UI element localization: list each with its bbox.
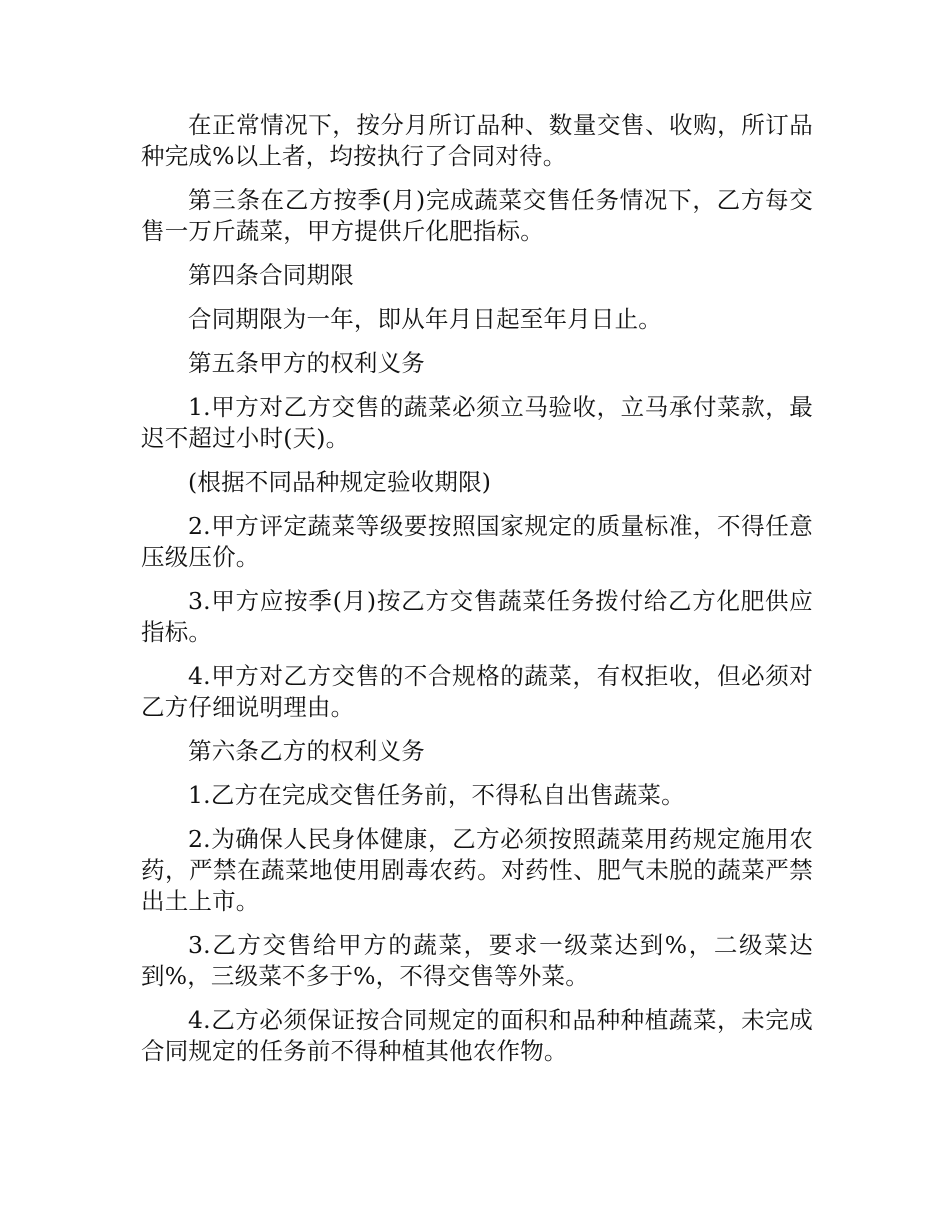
paragraph-article-6-item-1: 1.乙方在完成交售任务前，不得私自出售蔬菜。 — [188, 781, 685, 809]
paragraph-article-5-item-2: 2.甲方评定蔬菜等级要按照国家规定的质量标准，不得任意压级压价。 — [141, 512, 813, 571]
paragraph-article-5-item-1: 1.甲方对乙方交售的蔬菜必须立马验收，立马承付菜款，最迟不超过小时(天)。 — [141, 393, 813, 452]
paragraph-normal-conditions: 在正常情况下，按分月所订品种、数量交售、收购，所订品种完成%以上者，均按执行了合同对待。 — [141, 111, 813, 170]
document-body — [141, 110, 813, 1080]
paragraph-article-5-item-3: 3.甲方应按季(月)按乙方交售蔬菜任务拨付给乙方化肥供应指标。 — [141, 587, 813, 646]
heading-article-5: 第五条甲方的权利义务 — [188, 349, 425, 377]
paragraph-article-6-item-2: 2.为确保人民身体健康，乙方必须按照蔬菜用药规定施用农药，严禁在蔬菜地使用剧毒农药。对药性、肥气未脱的蔬菜严禁出土上市。 — [141, 825, 813, 915]
heading-article-4: 第四条合同期限 — [188, 261, 354, 289]
paragraph-contract-term: 合同期限为一年，即从年月日起至年月日止。 — [188, 305, 662, 333]
paragraph-article-3: 第三条在乙方按季(月)完成蔬菜交售任务情况下，乙方每交售一万斤蔬菜，甲方提供斤化肥指标。 — [141, 186, 813, 245]
paragraph-article-6-item-3: 3.乙方交售给甲方的蔬菜，要求一级菜达到%，二级菜达到%，三级菜不多于%，不得交售等外菜。 — [141, 931, 813, 990]
paragraph-article-5-item-4: 4.甲方对乙方交售的不合规格的蔬菜，有权拒收，但必须对乙方仔细说明理由。 — [141, 662, 813, 721]
paragraph-article-6-item-4: 4.乙方必须保证按合同规定的面积和品种种植蔬菜，未完成合同规定的任务前不得种植其他农作物。 — [141, 1006, 813, 1065]
heading-article-6: 第六条乙方的权利义务 — [188, 737, 425, 765]
paragraph-article-5-note: (根据不同品种规定验收期限) — [188, 468, 492, 496]
